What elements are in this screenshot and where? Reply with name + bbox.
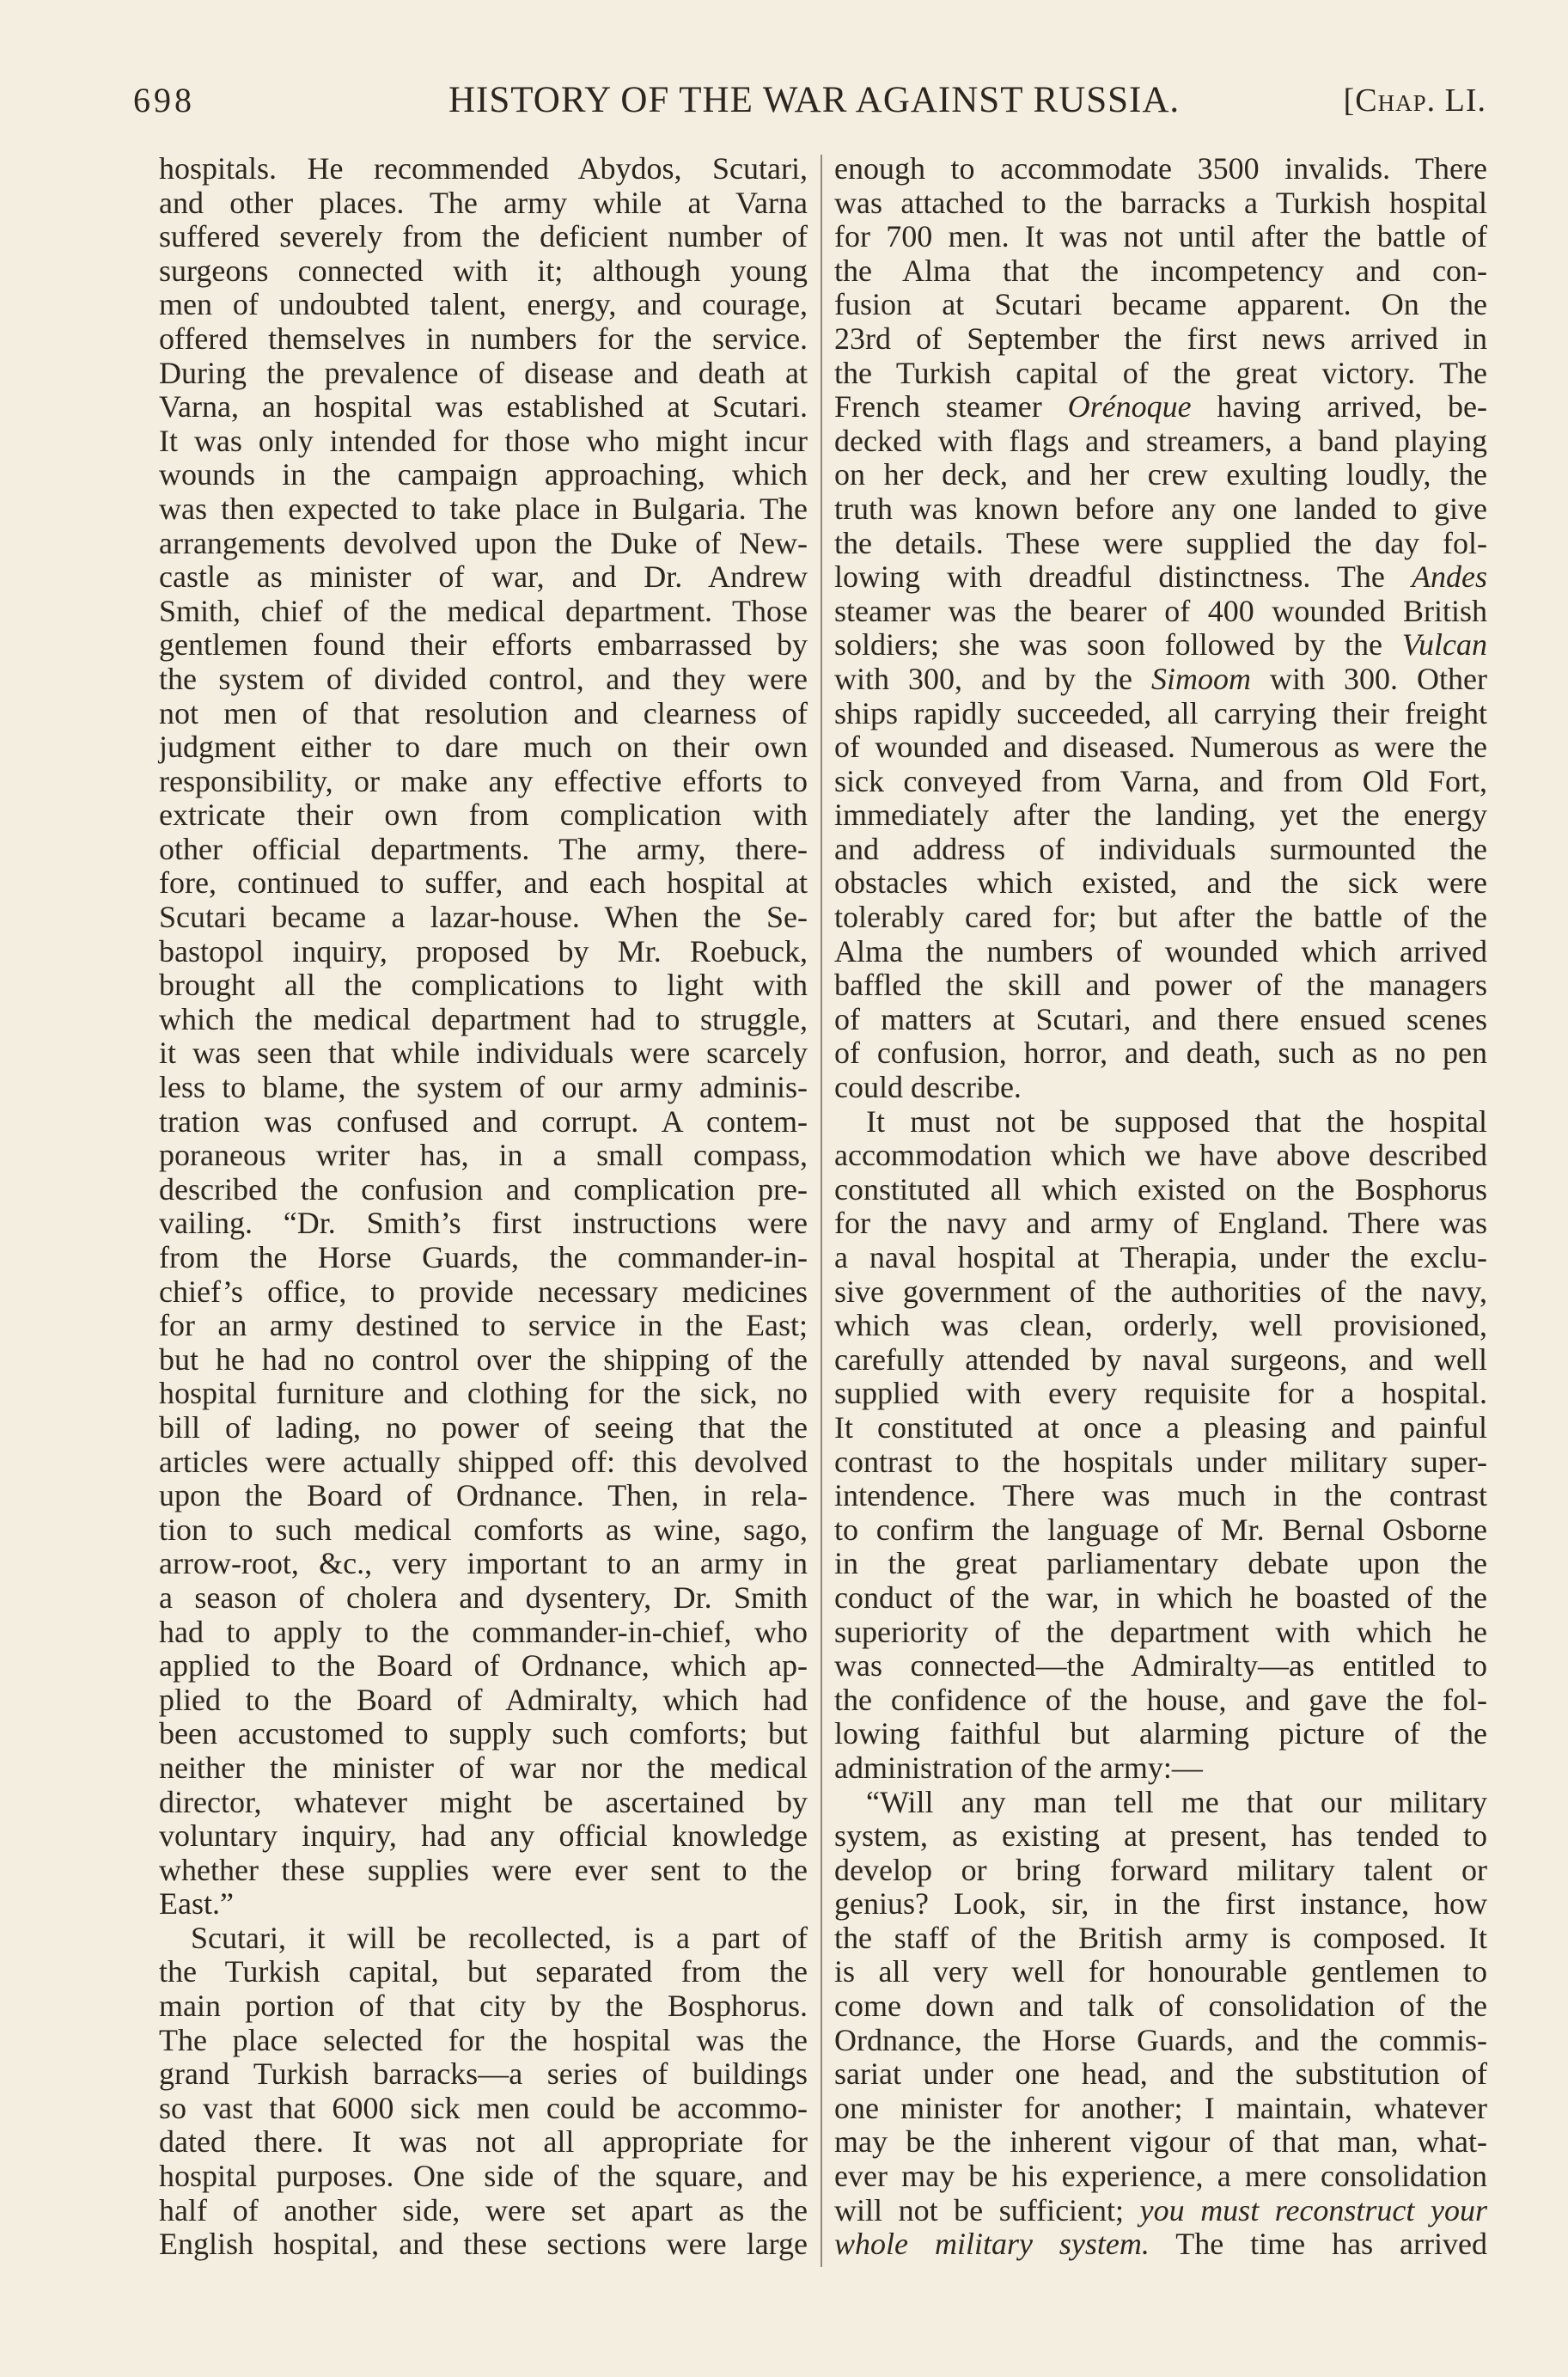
text-line: one minister for another; I maintain, whatever bbox=[834, 2090, 1487, 2125]
right-column bbox=[834, 152, 1487, 2262]
text-line: on her deck, and her crew exulting loudly, the bbox=[834, 457, 1487, 492]
text-line: judgment either to dare much on their own bbox=[159, 730, 808, 765]
text-line: tion to such medical comforts as wine, sago, bbox=[159, 1512, 808, 1547]
text-run: soldiers; she was soon followed by the bbox=[834, 627, 1402, 663]
text-line: poraneous writer has, in a small compass, bbox=[159, 1138, 808, 1173]
text-line: plied to the Board of Admiralty, which had bbox=[159, 1682, 808, 1717]
text-line: superiority of the department with which he bbox=[834, 1614, 1487, 1649]
text-line: the system of divided control, and they were bbox=[159, 661, 808, 696]
text-line: truth was known before any one landed to give bbox=[834, 491, 1487, 526]
text-line: offered themselves in numbers for the service. bbox=[159, 321, 808, 356]
text-line: described the confusion and complication pre- bbox=[159, 1171, 808, 1207]
text-line: Scutari, it will be recollected, is a part of bbox=[191, 1920, 808, 1955]
text-line: the confidence of the house, and gave the fol- bbox=[834, 1682, 1487, 1717]
text-line: wounds in the campaign approaching, which bbox=[159, 457, 808, 492]
text-line: in the great parliamentary debate upon the bbox=[834, 1546, 1487, 1581]
text-line: not men of that resolution and clearness of bbox=[159, 695, 808, 730]
paragraph bbox=[159, 1922, 808, 2262]
italic-text: you must reconstruct your bbox=[1139, 2192, 1487, 2227]
text-line: the Turkish capital of the great victory. The bbox=[834, 355, 1487, 390]
chapter-label: [Chap. LI. bbox=[1343, 82, 1486, 119]
text-line: for the navy and army of England. There was bbox=[834, 1206, 1487, 1241]
text-line: steamer was the bearer of 400 wounded British bbox=[834, 593, 1487, 628]
italic-text: Vulcan bbox=[1401, 627, 1487, 663]
text-line: lowing faithful but alarming picture of the bbox=[834, 1716, 1487, 1751]
text-line: men of undoubted talent, energy, and courage, bbox=[159, 287, 808, 322]
text-line: arrow-root, &c., very important to an army in bbox=[159, 1546, 808, 1581]
text-line: ships rapidly succeeded, all carrying their freight bbox=[834, 695, 1487, 730]
text-line: articles were actually shipped off: this devolved bbox=[159, 1444, 808, 1479]
text-line: neither the minister of war nor the medical bbox=[159, 1750, 808, 1785]
text-line: main portion of that city by the Bosphorus. bbox=[159, 1989, 808, 2024]
text-line: hospitals. He recommended Abydos, Scutari, bbox=[159, 151, 808, 186]
text-line: extricate their own from complication with bbox=[159, 797, 808, 833]
text-run: with 300. Other bbox=[1251, 661, 1487, 696]
text-line: The place selected for the hospital was the bbox=[159, 2022, 808, 2057]
page-number: 698 bbox=[133, 81, 195, 119]
text-line: of wounded and diseased. Numerous as were the bbox=[834, 730, 1487, 765]
text-line: come down and talk of consolidation of the bbox=[834, 1989, 1487, 2024]
paragraph bbox=[834, 1105, 1487, 1786]
text-line: hospital furniture and clothing for the sick, no bbox=[159, 1376, 808, 1411]
text-line: suffered severely from the deficient number of bbox=[159, 219, 808, 254]
text-line: baffled the skill and power of the managers bbox=[834, 968, 1487, 1003]
text-run: French steamer bbox=[834, 389, 1068, 425]
text-line: to confirm the language of Mr. Bernal Osborne bbox=[834, 1512, 1487, 1547]
running-title: HISTORY OF THE WAR AGAINST RUSSIA. bbox=[448, 80, 1181, 120]
text-line: contrast to the hospitals under military super- bbox=[834, 1444, 1487, 1479]
text-line: a season of cholera and dysentery, Dr. Smith bbox=[159, 1580, 808, 1615]
text-line: surgeons connected with it; although young bbox=[159, 253, 808, 288]
text-line: It was only intended for those who might incur bbox=[159, 423, 808, 458]
text-line: had to apply to the commander-in-chief, who bbox=[159, 1614, 808, 1649]
column-rule bbox=[821, 155, 822, 2267]
text-run: with 300, and by the bbox=[834, 661, 1151, 696]
text-line: half of another side, were set apart as the bbox=[159, 2192, 808, 2227]
text-line bbox=[834, 2227, 1487, 2262]
text-line: was connected—the Admiralty—as entitled to bbox=[834, 1648, 1487, 1683]
text-line: whether these supplies were ever sent to the bbox=[159, 1852, 808, 1887]
text-line: less to blame, the system of our army adminis- bbox=[159, 1070, 808, 1105]
text-line: sariat under one head, and the substitution of bbox=[834, 2056, 1487, 2092]
text-line: constituted all which existed on the Bosphorus bbox=[834, 1171, 1487, 1207]
italic-text: Andes bbox=[1412, 559, 1487, 595]
text-line: the staff of the British army is composed. It bbox=[834, 1920, 1487, 1955]
text-line: 23rd of September the first news arrived in bbox=[834, 321, 1487, 356]
text-line: which the medical department had to struggle, bbox=[159, 1001, 808, 1036]
text-line: but he had no control over the shipping of the bbox=[159, 1341, 808, 1377]
text-line: bill of lading, no power of seeing that the bbox=[159, 1409, 808, 1445]
text-line: upon the Board of Ordnance. Then, in rela- bbox=[159, 1478, 808, 1513]
text-line: a naval hospital at Therapia, under the exclu- bbox=[834, 1240, 1487, 1274]
text-line: carefully attended by naval surgeons, and well bbox=[834, 1341, 1487, 1377]
text-line: gentlemen found their efforts embarrassed by bbox=[159, 627, 808, 663]
text-line: system, as existing at present, has tended to bbox=[834, 1818, 1487, 1854]
text-line: decked with flags and streamers, a band playing bbox=[834, 423, 1487, 458]
text-line: intendence. There was much in the contrast bbox=[834, 1478, 1487, 1513]
text-line: fusion at Scutari became apparent. On the bbox=[834, 287, 1487, 322]
text-line: East.” bbox=[159, 1886, 234, 1922]
italic-text: whole military system. bbox=[834, 2227, 1150, 2262]
text-line: obstacles which existed, and the sick were bbox=[834, 865, 1487, 901]
paragraph bbox=[159, 152, 808, 1922]
text-line: it was seen that while individuals were scarcely bbox=[159, 1036, 808, 1071]
text-line: sive government of the authorities of the navy, bbox=[834, 1274, 1487, 1309]
text-line: of matters at Scutari, and there ensued scenes bbox=[834, 1001, 1487, 1036]
text-line: tolerably cared for; but after the battle of the bbox=[834, 900, 1487, 935]
text-line: hospital purposes. One side of the square, and bbox=[159, 2159, 808, 2194]
text-line bbox=[834, 390, 1487, 425]
text-line: is all very well for honourable gentlemen to bbox=[834, 1954, 1487, 1989]
text-line: castle as minister of war, and Dr. Andrew bbox=[159, 559, 808, 595]
text-line: other official departments. The army, there- bbox=[159, 831, 808, 866]
text-line: immediately after the landing, yet the energy bbox=[834, 797, 1487, 833]
text-run: lowing with dreadful distinctness. The bbox=[834, 559, 1412, 595]
text-line: Scutari became a lazar-house. When the Se- bbox=[159, 900, 808, 935]
text-line: dated there. It was not all appropriate for bbox=[159, 2124, 808, 2160]
text-line bbox=[834, 2194, 1487, 2228]
text-run: will not be sufficient; bbox=[834, 2192, 1140, 2227]
text-line: tration was confused and corrupt. A contem- bbox=[159, 1103, 808, 1139]
text-line: director, whatever might be ascertained by bbox=[159, 1784, 808, 1819]
text-line: ever may be his experience, a mere consolidation bbox=[834, 2159, 1487, 2194]
text-line: chief’s office, to provide necessary medicines bbox=[159, 1274, 808, 1309]
text-line: of confusion, horror, and death, such as no pen bbox=[834, 1036, 1487, 1071]
text-line: for an army destined to service in the East; bbox=[159, 1308, 808, 1343]
text-line: Ordnance, the Horse Guards, and the commis- bbox=[834, 2022, 1487, 2057]
text-line: applied to the Board of Ordnance, which ap- bbox=[159, 1648, 808, 1683]
left-column bbox=[159, 152, 808, 2262]
text-line: conduct of the war, in which he boasted of the bbox=[834, 1580, 1487, 1615]
paragraph bbox=[834, 152, 1487, 1105]
paragraph bbox=[834, 1786, 1487, 2262]
text-line: Smith, chief of the medical department. Those bbox=[159, 593, 808, 628]
italic-text: Simoom bbox=[1151, 661, 1251, 696]
text-line: fore, continued to suffer, and each hospital at bbox=[159, 865, 808, 901]
italic-text: Orénoque bbox=[1067, 389, 1192, 425]
text-run: The time has arrived bbox=[1149, 2227, 1487, 2262]
text-line: for 700 men. It was not until after the battle of bbox=[834, 219, 1487, 254]
text-line: During the prevalence of disease and death at bbox=[159, 355, 808, 390]
text-line: vailing. “Dr. Smith’s first instructions were bbox=[159, 1206, 808, 1241]
text-line: It must not be supposed that the hospital bbox=[866, 1103, 1487, 1139]
text-line: sick conveyed from Varna, and from Old Fort, bbox=[834, 763, 1487, 798]
text-run: having arrived, be- bbox=[1191, 389, 1488, 425]
text-line: develop or bring forward military talent or bbox=[834, 1852, 1487, 1887]
text-line: grand Turkish barracks—a series of buildings bbox=[159, 2056, 808, 2092]
text-line: “Will any man tell me that our military bbox=[866, 1784, 1487, 1819]
text-line: was then expected to take place in Bulgaria. The bbox=[159, 491, 808, 526]
text-line: genius? Look, sir, in the first instance, how bbox=[834, 1886, 1487, 1922]
text-line: so vast that 6000 sick men could be accommo- bbox=[159, 2090, 808, 2125]
text-line: Alma the numbers of wounded which arrived bbox=[834, 933, 1487, 969]
text-line: brought all the complications to light with bbox=[159, 968, 808, 1003]
text-line: which was clean, orderly, well provisioned, bbox=[834, 1308, 1487, 1343]
text-line: and other places. The army while at Varna bbox=[159, 185, 808, 220]
text-line bbox=[834, 628, 1487, 663]
text-line: It constituted at once a pleasing and painful bbox=[834, 1409, 1487, 1445]
text-line: responsibility, or make any effective efforts to bbox=[159, 763, 808, 798]
text-line: the Turkish capital, but separated from the bbox=[159, 1954, 808, 1989]
text-line: been accustomed to supply such comforts; but bbox=[159, 1716, 808, 1751]
text-line: the details. These were supplied the day fol- bbox=[834, 525, 1487, 560]
text-line: bastopol inquiry, proposed by Mr. Roebuck, bbox=[159, 933, 808, 969]
text-line: accommodation which we have above described bbox=[834, 1138, 1487, 1173]
text-line bbox=[834, 560, 1487, 595]
text-line: could describe. bbox=[834, 1070, 1022, 1105]
text-line: arrangements devolved upon the Duke of New- bbox=[159, 525, 808, 560]
text-line: enough to accommodate 3500 invalids. There bbox=[834, 151, 1487, 186]
text-line: may be the inherent vigour of that man, what- bbox=[834, 2124, 1487, 2160]
text-line: administration of the army:— bbox=[834, 1750, 1203, 1785]
text-line: English hospital, and these sections were large bbox=[159, 2227, 808, 2262]
text-line: supplied with every requisite for a hospital. bbox=[834, 1376, 1487, 1411]
text-line: from the Horse Guards, the commander-in- bbox=[159, 1240, 808, 1274]
text-line: voluntary inquiry, had any official knowledge bbox=[159, 1818, 808, 1854]
text-line: the Alma that the incompetency and con- bbox=[834, 253, 1487, 288]
text-line: was attached to the barracks a Turkish hospital bbox=[834, 185, 1487, 220]
text-line bbox=[834, 663, 1487, 697]
text-line: and address of individuals surmounted the bbox=[834, 831, 1487, 866]
text-line: Varna, an hospital was established at Scutari. bbox=[159, 389, 808, 425]
